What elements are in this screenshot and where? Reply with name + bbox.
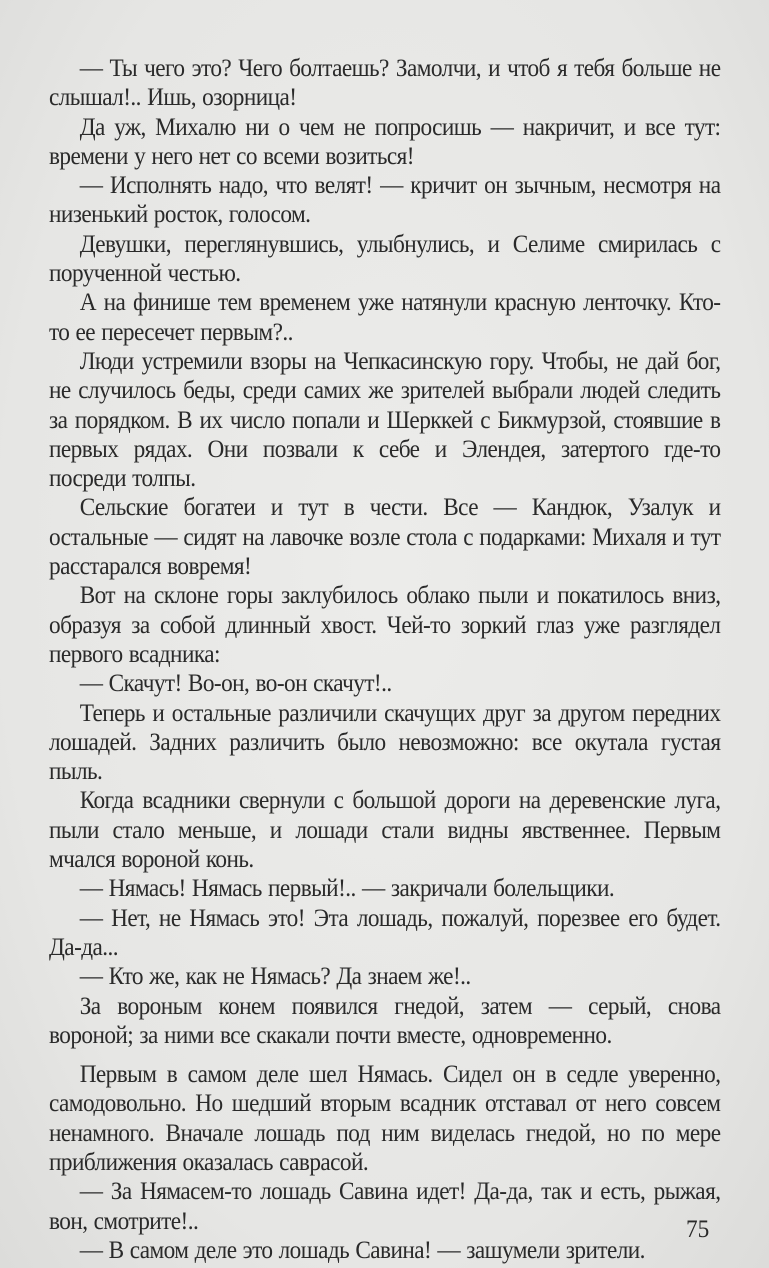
paragraph: А на финише тем временем уже натянули красную ленточку. Кто-то ее пересечет первым?.. bbox=[49, 289, 721, 346]
paragraph: Теперь и остальные различили скачущих друг за другом передних лошадей. Задних различить было невозможно: все окутала густая пыль. bbox=[49, 699, 721, 786]
paragraph: Девушки, переглянувшись, улыбнулись, и Селиме смирилась с порученной честью. bbox=[49, 230, 721, 288]
paragraph: — Ты чего это? Чего болтаешь? Замолчи, и чтоб я тебя больше не слышал!.. Ишь, озорница! bbox=[49, 55, 721, 112]
paragraph: — Нямась! Нямась первый!.. — закричали болельщики. bbox=[79, 875, 615, 903]
paragraph: Когда всадники свернули с большой дороги на деревенские луга, пыли стало меньше, и лошади стали видны явственнее. Первым мчался вороной конь. bbox=[49, 787, 721, 874]
paragraph: — За Нямасем-то лошадь Савина идет! Да-да, так и есть, рыжая, вон, смотрите!.. bbox=[49, 1178, 721, 1235]
paragraph: — Исполнять надо, что велят! — кричит он зычным, несмотря на низенький росток, голосом. bbox=[49, 172, 721, 229]
paragraph: Вот на склоне горы заклубилось облако пыли и покатилось вниз, образуя за собой длинный хвост. Чей-то зоркий глаз уже разглядел первого всадника: bbox=[49, 582, 721, 668]
page-number: 75 bbox=[686, 1216, 710, 1243]
paragraph: Первым в самом деле шел Нямась. Сидел он в седле уверенно, самодовольно. Но шедший вторым всадник отставал от него совсем ненамного. Вначале лошадь под ним виделась гнедой, но по мере приближения оказалась саврасой. bbox=[49, 1061, 721, 1176]
paragraph: За вороным конем появился гнедой, затем — серый, снова вороной; за ними все скакали почти вместе, одновременно. bbox=[49, 992, 721, 1049]
paragraph: — Нет, не Нямась это! Эта лошадь, пожалуй, порезвее его будет. Да-да... bbox=[49, 904, 721, 961]
body-text bbox=[49, 54, 720, 1265]
paragraph: — Кто же, как не Нямась? Да знаем же!.. bbox=[79, 963, 471, 991]
paragraph: Сельские богатеи и тут в чести. Все — Кандюк, Узалук и остальные — сидят на лавочке возле стола с подарками: Михаля и тут расстарался вовремя! bbox=[49, 494, 721, 581]
paragraph: Люди устремили взоры на Чепкасинскую гору. Чтобы, не дай бог, не случилось беды, среди самих же зрителей выбрали людей следить за порядком. В их число попали и Шерккей с Бикмурзой, стоявшие в первых рядах. Они позвали к себе и Элендея, затертого где-то посреди толпы. bbox=[49, 347, 721, 493]
paragraph: Да уж, Михалю ни о чем не попросишь — накричит, и все тут: времени у него нет со всеми возиться! bbox=[49, 113, 721, 170]
paragraph: — Скачут! Во-он, во-он скачут!.. bbox=[79, 670, 392, 698]
paragraph: — В самом деле это лошадь Савина! — зашумели зрители. bbox=[79, 1236, 645, 1264]
